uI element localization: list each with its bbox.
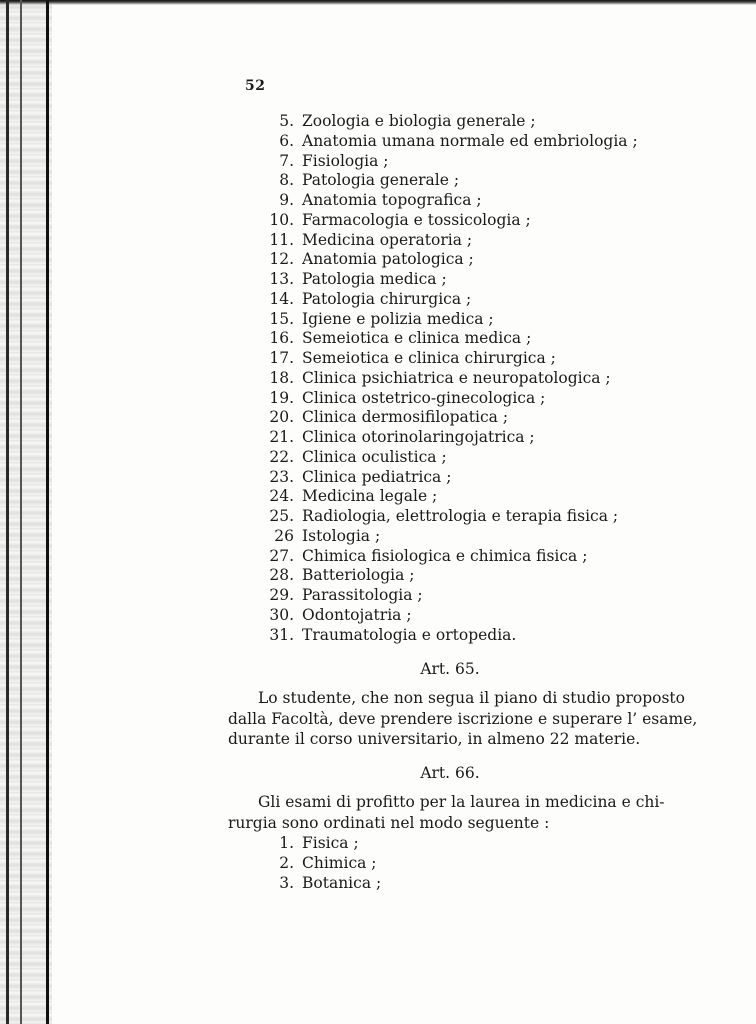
item-number: 28.: [269, 566, 294, 585]
paragraph-line: Lo studente, che non segua il piano di studio proposto: [258, 689, 685, 707]
article-66-text: [228, 792, 668, 833]
item-text: Batteriologia ;: [302, 566, 415, 585]
item-number: 18.: [269, 368, 294, 387]
list-item: [262, 606, 638, 626]
paragraph-line: dalla Facoltà, deve prendere iscrizione e superare l’ esame,: [228, 709, 698, 728]
item-text: Igiene e polizia medica ;: [302, 309, 494, 328]
item-text: Botanica ;: [302, 873, 382, 892]
list-item: [262, 171, 638, 191]
article-66-heading: Art. 66.: [420, 764, 480, 782]
list-item: [262, 547, 638, 567]
binding-line: [20, 0, 22, 1024]
book-binding-edge: [0, 0, 52, 1024]
subject-list-continued: [262, 112, 638, 645]
item-text: Traumatologia e ortopedia.: [302, 625, 517, 644]
list-item: [262, 408, 638, 428]
list-item: [262, 290, 638, 310]
item-text: Clinica ostetrico-ginecologica ;: [302, 388, 546, 407]
item-text: Medicina legale ;: [302, 487, 438, 506]
item-text: Clinica oculistica ;: [302, 447, 447, 466]
list-item: [262, 250, 638, 270]
item-number: 22.: [269, 447, 294, 466]
item-text: Fisica ;: [302, 834, 359, 852]
item-number: 29.: [269, 586, 294, 604]
item-text: Patologia chirurgica ;: [302, 289, 472, 308]
item-text: Chimica fisiologica e chimica fisica ;: [302, 546, 588, 565]
binding-line: [6, 0, 9, 1024]
list-item: [262, 369, 638, 389]
paragraph-line: rurgia sono ordinati nel modo seguente :: [228, 813, 550, 832]
list-item: [262, 211, 638, 231]
list-item: [262, 310, 638, 330]
list-item: [262, 834, 381, 854]
list-item: [262, 389, 638, 409]
list-item: [262, 349, 638, 369]
item-number: 30.: [269, 605, 294, 624]
item-number: 3.: [279, 873, 294, 892]
item-number: 8.: [279, 171, 294, 190]
item-text: Anatomia topografica ;: [302, 191, 482, 209]
item-text: Clinica psichiatrica e neuropatologica ;: [302, 368, 611, 387]
list-item: [262, 112, 638, 132]
item-text: Fisiologia ;: [302, 151, 389, 170]
list-item: [262, 329, 638, 349]
item-text: Clinica otorinolaringojatrica ;: [302, 428, 535, 446]
item-number: 12.: [269, 250, 294, 269]
list-item: [262, 152, 638, 172]
scan-top-edge: [0, 0, 756, 5]
article-65-text: [228, 688, 698, 750]
item-number: 14.: [269, 289, 294, 308]
item-number: 15.: [269, 309, 294, 328]
item-text: Farmacologia e tossicologia ;: [302, 210, 531, 229]
list-item: [262, 586, 638, 606]
item-number: 2.: [279, 853, 294, 872]
item-number: 7.: [279, 151, 294, 170]
item-text: Patologia medica ;: [302, 270, 447, 288]
item-number: 16.: [269, 329, 294, 348]
item-text: Zoologia e biologia generale ;: [302, 112, 536, 130]
article-65-heading: Art. 65.: [420, 660, 480, 678]
binding-line: [46, 0, 49, 1024]
list-item: [262, 626, 638, 646]
item-text: Odontojatria ;: [302, 605, 412, 624]
paragraph-line: Gli esami di profitto per la laurea in medicina e chi-: [258, 793, 665, 811]
item-text: Anatomia patologica ;: [302, 250, 474, 269]
list-item: [262, 527, 638, 547]
list-item: [262, 874, 381, 894]
list-item: [262, 854, 381, 874]
list-item: [262, 487, 638, 507]
list-item: [262, 132, 638, 152]
item-text: Semeiotica e clinica medica ;: [302, 329, 532, 348]
list-item: [262, 231, 638, 251]
item-number: 20.: [269, 408, 294, 427]
list-item: [262, 468, 638, 488]
exam-list: [262, 834, 381, 893]
list-item: [262, 448, 638, 468]
item-text: Medicina operatoria ;: [302, 230, 473, 249]
item-text: Semeiotica e clinica chirurgica ;: [302, 349, 556, 367]
list-item: [262, 566, 638, 586]
item-text: Anatomia umana normale ed embriologia ;: [302, 131, 638, 150]
paragraph-line: durante il corso universitario, in almeno 22 materie.: [228, 730, 641, 748]
item-number: 21.: [269, 428, 294, 446]
item-number: 26: [274, 526, 294, 545]
item-text: Clinica dermosifilopatica ;: [302, 408, 509, 427]
list-item: [262, 507, 638, 527]
item-number: 27.: [269, 546, 294, 565]
item-number: 1.: [279, 834, 294, 852]
item-number: 6.: [279, 131, 294, 150]
list-item: [262, 191, 638, 211]
item-number: 24.: [269, 487, 294, 506]
item-text: Istologia ;: [302, 526, 381, 545]
item-text: Parassitologia ;: [302, 586, 423, 604]
item-text: Clinica pediatrica ;: [302, 467, 452, 486]
list-item: [262, 270, 638, 290]
item-number: 13.: [269, 270, 294, 288]
item-number: 10.: [269, 210, 294, 229]
list-item: [262, 428, 638, 448]
item-number: 11.: [269, 230, 294, 249]
item-number: 17.: [269, 349, 294, 367]
item-text: Radiologia, elettrologia e terapia fisica ;: [302, 507, 619, 525]
item-number: 9.: [279, 191, 294, 209]
item-number: 31.: [269, 625, 294, 644]
item-number: 19.: [269, 388, 294, 407]
item-text: Chimica ;: [302, 853, 377, 872]
item-number: 5.: [279, 112, 294, 130]
page-number: 52: [245, 78, 266, 94]
item-number: 23.: [269, 467, 294, 486]
item-number: 25.: [269, 507, 294, 525]
item-text: Patologia generale ;: [302, 171, 460, 190]
